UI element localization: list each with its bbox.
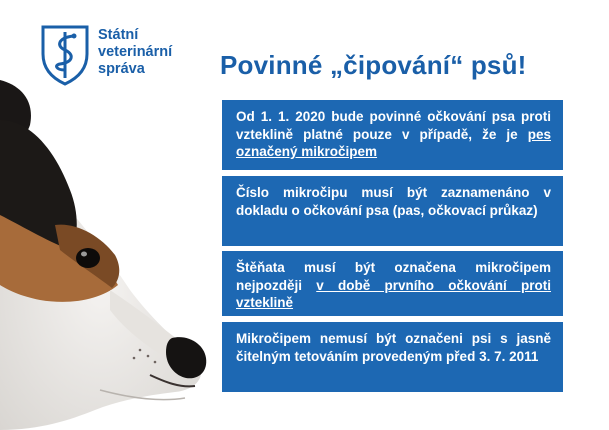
info-box-3-text: Štěňata musí být označena mikročipem nejpozději (236, 260, 551, 293)
info-box-vaccination (222, 100, 563, 170)
logo-line-2: veterinární (98, 44, 173, 60)
svs-logo (40, 24, 172, 86)
info-box-puppies (222, 251, 563, 316)
page-title: Povinné „čipování“ psů! (220, 50, 527, 80)
caduceus-shield-icon (40, 24, 90, 86)
dog-photo (0, 80, 225, 430)
info-box-1-text: Od 1. 1. 2020 bude povinné očkování psa proti vzteklině platné pouze v případě, že je (236, 109, 551, 142)
logo-line-1: Státní (98, 27, 139, 43)
info-box-2-text: Číslo mikročipu musí být zaznamenáno v dokladu o očkování psa (pas, očkovací průkaz) (236, 185, 551, 218)
info-box-3-underline: v době prvního očkování proti vzteklině (236, 277, 551, 310)
info-box-tattoo-exemption (222, 322, 563, 392)
logo-line-3: správa (98, 61, 145, 77)
info-box-1-underline: pes označený mikročipem (236, 126, 551, 159)
info-box-4-text: Mikročipem nemusí být označeni psi s jasně čitelným tetováním provedeným před 3. 7. 2011 (236, 331, 551, 364)
logo-text (98, 27, 172, 78)
info-box-chip-number (222, 176, 563, 246)
